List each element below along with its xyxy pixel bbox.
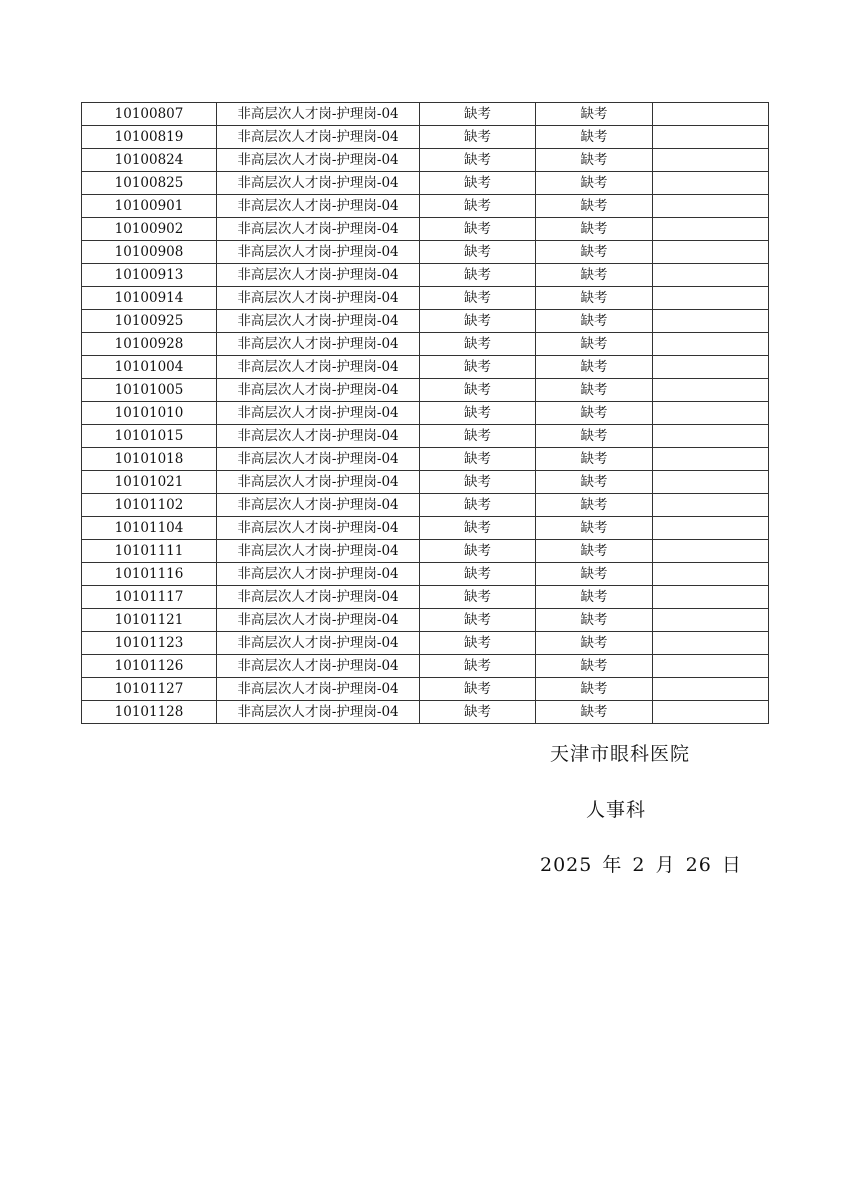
note-cell <box>653 333 769 356</box>
score-cell-1: 缺考 <box>420 655 536 678</box>
table-row <box>82 103 769 126</box>
note-cell <box>653 609 769 632</box>
table-row <box>82 563 769 586</box>
score-cell-1: 缺考 <box>420 287 536 310</box>
score-cell-1: 缺考 <box>420 609 536 632</box>
position-cell: 非高层次人才岗-护理岗-04 <box>217 425 420 448</box>
table-row <box>82 379 769 402</box>
position-cell: 非高层次人才岗-护理岗-04 <box>217 126 420 149</box>
table-row <box>82 149 769 172</box>
note-cell <box>653 586 769 609</box>
score-cell-1: 缺考 <box>420 379 536 402</box>
score-cell-2: 缺考 <box>536 609 653 632</box>
note-cell <box>653 103 769 126</box>
note-cell <box>653 264 769 287</box>
score-cell-2: 缺考 <box>536 379 653 402</box>
note-cell <box>653 126 769 149</box>
position-cell: 非高层次人才岗-护理岗-04 <box>217 540 420 563</box>
signature-department: 人事科 <box>586 799 647 821</box>
score-cell-1: 缺考 <box>420 678 536 701</box>
candidate-id-cell: 10101021 <box>82 471 217 494</box>
candidate-id-cell: 10101123 <box>82 632 217 655</box>
table-row <box>82 655 769 678</box>
note-cell <box>653 379 769 402</box>
score-cell-1: 缺考 <box>420 333 536 356</box>
note-cell <box>653 287 769 310</box>
score-cell-2: 缺考 <box>536 218 653 241</box>
candidate-id-cell: 10100908 <box>82 241 217 264</box>
score-cell-2: 缺考 <box>536 678 653 701</box>
position-cell: 非高层次人才岗-护理岗-04 <box>217 494 420 517</box>
note-cell <box>653 402 769 425</box>
score-cell-2: 缺考 <box>536 632 653 655</box>
score-cell-2: 缺考 <box>536 540 653 563</box>
note-cell <box>653 701 769 724</box>
note-cell <box>653 356 769 379</box>
position-cell: 非高层次人才岗-护理岗-04 <box>217 241 420 264</box>
position-cell: 非高层次人才岗-护理岗-04 <box>217 655 420 678</box>
table-row <box>82 333 769 356</box>
candidate-id-cell: 10101102 <box>82 494 217 517</box>
position-cell: 非高层次人才岗-护理岗-04 <box>217 379 420 402</box>
position-cell: 非高层次人才岗-护理岗-04 <box>217 586 420 609</box>
candidate-id-cell: 10100825 <box>82 172 217 195</box>
position-cell: 非高层次人才岗-护理岗-04 <box>217 448 420 471</box>
table-row <box>82 448 769 471</box>
position-cell: 非高层次人才岗-护理岗-04 <box>217 195 420 218</box>
score-cell-1: 缺考 <box>420 517 536 540</box>
candidate-id-cell: 10101104 <box>82 517 217 540</box>
position-cell: 非高层次人才岗-护理岗-04 <box>217 149 420 172</box>
table-row <box>82 678 769 701</box>
note-cell <box>653 540 769 563</box>
candidate-id-cell: 10100807 <box>82 103 217 126</box>
note-cell <box>653 149 769 172</box>
score-cell-1: 缺考 <box>420 126 536 149</box>
candidate-id-cell: 10100913 <box>82 264 217 287</box>
position-cell: 非高层次人才岗-护理岗-04 <box>217 333 420 356</box>
score-cell-1: 缺考 <box>420 448 536 471</box>
table-row <box>82 471 769 494</box>
signature-organization: 天津市眼科医院 <box>550 743 691 765</box>
table-row <box>82 241 769 264</box>
score-cell-2: 缺考 <box>536 471 653 494</box>
score-cell-2: 缺考 <box>536 103 653 126</box>
candidate-id-cell: 10101010 <box>82 402 217 425</box>
position-cell: 非高层次人才岗-护理岗-04 <box>217 356 420 379</box>
candidate-id-cell: 10100902 <box>82 218 217 241</box>
table-row <box>82 218 769 241</box>
table-row <box>82 126 769 149</box>
score-cell-2: 缺考 <box>536 149 653 172</box>
position-cell: 非高层次人才岗-护理岗-04 <box>217 632 420 655</box>
position-cell: 非高层次人才岗-护理岗-04 <box>217 402 420 425</box>
score-cell-2: 缺考 <box>536 448 653 471</box>
position-cell: 非高层次人才岗-护理岗-04 <box>217 103 420 126</box>
score-cell-1: 缺考 <box>420 264 536 287</box>
score-cell-2: 缺考 <box>536 310 653 333</box>
position-cell: 非高层次人才岗-护理岗-04 <box>217 218 420 241</box>
score-cell-1: 缺考 <box>420 310 536 333</box>
note-cell <box>653 678 769 701</box>
table-row <box>82 586 769 609</box>
score-cell-1: 缺考 <box>420 195 536 218</box>
score-cell-2: 缺考 <box>536 264 653 287</box>
table-row <box>82 310 769 333</box>
table-row <box>82 402 769 425</box>
candidate-id-cell: 10100824 <box>82 149 217 172</box>
candidate-id-cell: 10100819 <box>82 126 217 149</box>
table-row <box>82 701 769 724</box>
position-cell: 非高层次人才岗-护理岗-04 <box>217 678 420 701</box>
score-cell-1: 缺考 <box>420 494 536 517</box>
table-row <box>82 517 769 540</box>
candidate-id-cell: 10101018 <box>82 448 217 471</box>
note-cell <box>653 425 769 448</box>
score-cell-2: 缺考 <box>536 126 653 149</box>
table-row <box>82 195 769 218</box>
score-cell-1: 缺考 <box>420 241 536 264</box>
score-cell-2: 缺考 <box>536 655 653 678</box>
score-cell-1: 缺考 <box>420 356 536 379</box>
note-cell <box>653 310 769 333</box>
table-row <box>82 632 769 655</box>
score-cell-1: 缺考 <box>420 471 536 494</box>
table-row <box>82 494 769 517</box>
position-cell: 非高层次人才岗-护理岗-04 <box>217 563 420 586</box>
score-cell-2: 缺考 <box>536 241 653 264</box>
score-cell-1: 缺考 <box>420 103 536 126</box>
score-cell-1: 缺考 <box>420 172 536 195</box>
position-cell: 非高层次人才岗-护理岗-04 <box>217 287 420 310</box>
table-row <box>82 356 769 379</box>
candidate-id-cell: 10100928 <box>82 333 217 356</box>
table-row <box>82 287 769 310</box>
score-cell-2: 缺考 <box>536 701 653 724</box>
score-cell-2: 缺考 <box>536 425 653 448</box>
position-cell: 非高层次人才岗-护理岗-04 <box>217 609 420 632</box>
score-cell-1: 缺考 <box>420 632 536 655</box>
score-cell-1: 缺考 <box>420 540 536 563</box>
score-cell-2: 缺考 <box>536 356 653 379</box>
candidate-id-cell: 10101127 <box>82 678 217 701</box>
candidate-id-cell: 10100925 <box>82 310 217 333</box>
candidate-id-cell: 10101126 <box>82 655 217 678</box>
score-cell-2: 缺考 <box>536 402 653 425</box>
position-cell: 非高层次人才岗-护理岗-04 <box>217 264 420 287</box>
score-cell-2: 缺考 <box>536 287 653 310</box>
note-cell <box>653 241 769 264</box>
exam-results-table <box>81 102 769 724</box>
candidate-id-cell: 10101128 <box>82 701 217 724</box>
position-cell: 非高层次人才岗-护理岗-04 <box>217 172 420 195</box>
candidate-id-cell: 10101004 <box>82 356 217 379</box>
note-cell <box>653 494 769 517</box>
score-cell-1: 缺考 <box>420 218 536 241</box>
score-cell-1: 缺考 <box>420 402 536 425</box>
candidate-id-cell: 10101117 <box>82 586 217 609</box>
score-cell-2: 缺考 <box>536 586 653 609</box>
position-cell: 非高层次人才岗-护理岗-04 <box>217 517 420 540</box>
note-cell <box>653 448 769 471</box>
score-cell-2: 缺考 <box>536 333 653 356</box>
candidate-id-cell: 10101116 <box>82 563 217 586</box>
note-cell <box>653 218 769 241</box>
candidate-id-cell: 10101111 <box>82 540 217 563</box>
score-cell-1: 缺考 <box>420 425 536 448</box>
note-cell <box>653 563 769 586</box>
table-row <box>82 540 769 563</box>
candidate-id-cell: 10100901 <box>82 195 217 218</box>
score-cell-2: 缺考 <box>536 563 653 586</box>
position-cell: 非高层次人才岗-护理岗-04 <box>217 471 420 494</box>
table-row <box>82 264 769 287</box>
table-row <box>82 609 769 632</box>
score-cell-1: 缺考 <box>420 701 536 724</box>
position-cell: 非高层次人才岗-护理岗-04 <box>217 701 420 724</box>
candidate-id-cell: 10101005 <box>82 379 217 402</box>
table-row <box>82 172 769 195</box>
note-cell <box>653 172 769 195</box>
position-cell: 非高层次人才岗-护理岗-04 <box>217 310 420 333</box>
candidate-id-cell: 10100914 <box>82 287 217 310</box>
note-cell <box>653 195 769 218</box>
candidate-id-cell: 10101015 <box>82 425 217 448</box>
score-cell-1: 缺考 <box>420 149 536 172</box>
score-cell-2: 缺考 <box>536 517 653 540</box>
score-cell-2: 缺考 <box>536 195 653 218</box>
note-cell <box>653 471 769 494</box>
note-cell <box>653 655 769 678</box>
score-cell-2: 缺考 <box>536 494 653 517</box>
exam-results-table-body <box>82 103 769 724</box>
note-cell <box>653 517 769 540</box>
score-cell-1: 缺考 <box>420 563 536 586</box>
signature-date: 2025 年 2 月 26 日 <box>540 854 742 876</box>
candidate-id-cell: 10101121 <box>82 609 217 632</box>
score-cell-2: 缺考 <box>536 172 653 195</box>
score-cell-1: 缺考 <box>420 586 536 609</box>
note-cell <box>653 632 769 655</box>
table-row <box>82 425 769 448</box>
